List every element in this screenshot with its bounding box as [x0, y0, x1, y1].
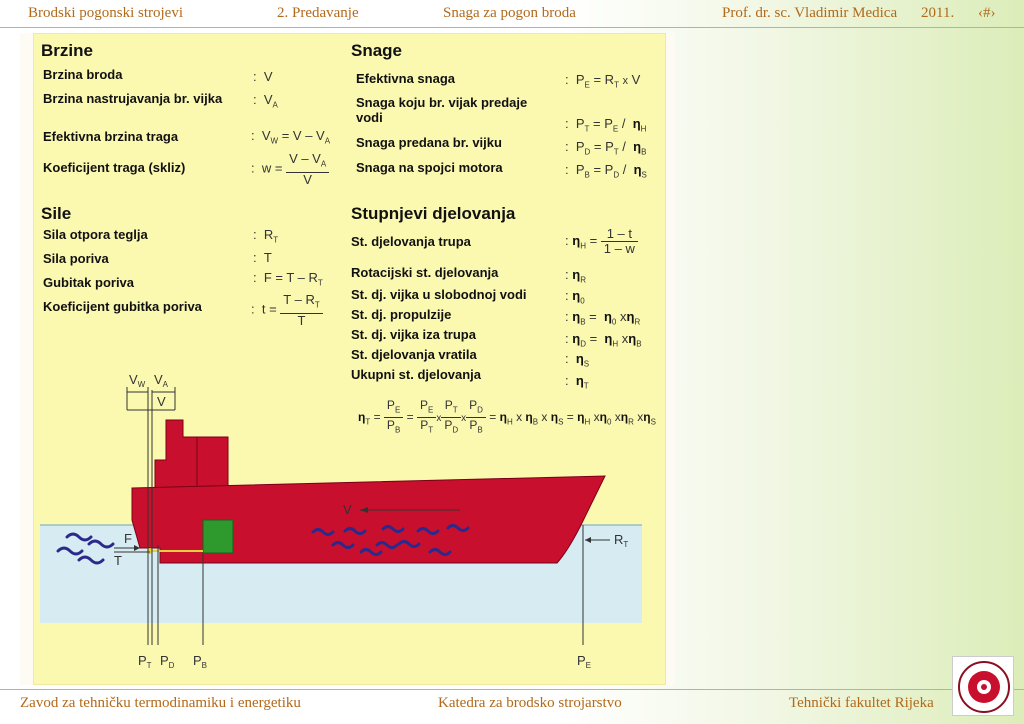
label-st-ukupni: Ukupni st. djelovanja: [351, 367, 482, 382]
label-snaga-spojca: Snaga na spojci motora: [356, 160, 503, 175]
symbol-va-sub: A: [272, 100, 278, 110]
symbol-pt: P: [575, 116, 585, 131]
superstructure: [155, 420, 197, 488]
symbol-vw-sub: W: [270, 136, 279, 146]
label-t: T: [114, 553, 122, 568]
f-expression: F = T – R: [263, 270, 318, 285]
header-author: Prof. dr. sc. Vladimir Medica: [722, 5, 898, 21]
slide-footer: [0, 692, 1024, 720]
label-f: F: [124, 531, 132, 546]
symbol-w: w =: [261, 160, 283, 176]
symbol-rt-sub: T: [273, 235, 279, 245]
formula-w: : w = $\frac{V - V_A}{V}$: [251, 152, 329, 187]
label-pb: $P_B$: [193, 653, 208, 670]
formula-pt: : $P_T = P_E / \eta_H$: [565, 116, 647, 134]
formula-v: : V: [253, 69, 273, 84]
label-snaga-vijak-vodi: Snaga koju br. vijak predaje vodi: [356, 95, 528, 125]
formula-pe: : $P_E = R_T$ x V: [565, 72, 641, 90]
header-page-number: ‹#›: [978, 5, 996, 21]
t-numerator-sub: T: [314, 300, 320, 310]
w-denominator: V: [303, 171, 312, 187]
label-st-rotacijski: Rotacijski st. djelovanja: [351, 265, 499, 280]
label-va: $V_A$: [154, 372, 169, 389]
formula-eta-h: : $\eta_H$ = $\frac{1 - t}{1 - w}$: [565, 227, 638, 256]
formula-va: : $V_A$: [253, 92, 278, 110]
label-pt: $P_T$: [138, 653, 152, 670]
section-title-snage: Snage: [351, 41, 403, 60]
label-koeficijent-gubitka: Koeficijent gubitka poriva: [43, 299, 202, 314]
engine-block: [203, 520, 233, 553]
formula-pd: : $P_D = P_T / \eta_B$: [565, 139, 647, 157]
label-rt: $R_T$: [614, 532, 629, 549]
section-title-sile: Sile: [41, 204, 72, 223]
formula-eta-b: : $\eta_B = \eta_0$ $x\eta_R$: [565, 309, 641, 327]
label-gubitak-poriva: Gubitak poriva: [43, 275, 135, 290]
footer-faculty: Tehnički fakultet Rijeka: [789, 695, 934, 711]
symbol-t: T: [263, 250, 272, 265]
symbol-rt: R: [263, 227, 274, 242]
t-numerator: T – R: [283, 292, 315, 307]
formula-t-coef: : t = $\frac{T - R_T}{T}$: [251, 293, 323, 328]
formula-f: : $F = T - R_T$: [253, 270, 323, 288]
header-lecture: 2. Predavanje: [277, 5, 359, 21]
symbol-vw: V: [261, 128, 271, 143]
label-st-vratila: St. djelovanja vratila: [351, 347, 477, 362]
f-expression-sub: T: [317, 278, 323, 288]
footer-institute: Zavod za tehničku termodinamiku i energetiku: [20, 695, 301, 711]
label-st-iza-trupa: St. dj. vijka iza trupa: [351, 327, 476, 342]
formula-t: : T: [253, 250, 272, 265]
label-snaga-predana-vijku: Snaga predana br. vijku: [356, 135, 502, 150]
header-course: Brodski pogonski strojevi: [28, 5, 184, 21]
symbol-v: V: [263, 69, 273, 84]
t-denominator: T: [297, 312, 306, 328]
label-brzina-broda: Brzina broda: [43, 67, 123, 82]
symbol-t-coef: t =: [261, 301, 277, 317]
formula-eta-0: : $\eta_0$: [565, 288, 585, 306]
section-title-stupnjevi: Stupnjevi djelovanja: [351, 204, 516, 223]
formula-eta-r: : $\eta_R$: [565, 267, 586, 285]
label-st-slobodna-voda: St. dj. vijka u slobodnoj vodi: [351, 287, 527, 302]
label-pe: $P_E$: [577, 653, 592, 670]
label-st-trupa: St. djelovanja trupa: [351, 234, 471, 249]
label-pd: $P_D$: [160, 653, 175, 670]
eta-h-denominator: 1 – w: [603, 241, 635, 256]
label-v-top: V: [157, 394, 166, 409]
symbol-pd: P: [575, 139, 585, 154]
header-year: 2011.: [921, 5, 955, 21]
vw-rhs: = V – V: [281, 128, 325, 143]
label-efektivna-brzina-traga: Efektivna brzina traga: [43, 129, 179, 144]
label-v-hull: V: [343, 502, 352, 517]
formula-vw: : $V_W = V - V_A$: [251, 128, 331, 146]
section-title-brzine: Brzine: [41, 41, 93, 60]
symbol-pe: P: [575, 72, 585, 87]
label-efektivna-snaga: Efektivna snaga: [356, 71, 455, 86]
label-vw: $V_W$: [129, 372, 146, 389]
label-koeficijent-traga: Koeficijent traga (skliz): [43, 160, 186, 175]
label-st-propulzije: St. dj. propulzije: [351, 307, 452, 322]
symbol-va: V: [263, 92, 273, 107]
bridge-house: [197, 437, 228, 488]
label-brzina-nastrujavanja: Brzina nastrujavanja br. vijka: [43, 91, 223, 106]
formula-pb: : $P_B = P_D / \eta_S$: [565, 162, 647, 180]
symbol-pb: P: [575, 162, 585, 177]
formula-overall-efficiency: $\eta_T$ = $\frac{P_E}{P_B}$ = $\frac{P_E}{P_T}$ x $\frac{P_T}{P_D}$ x $\frac{P_D}{P_B}$ = $\eta_H$ x $\eta_B$ x $\eta_S = \eta_H$ $x\eta_0$ $x\eta_R$ $x\eta_S$: [358, 398, 656, 435]
formula-rt: : $R_T$: [253, 227, 279, 245]
label-sila-otpora: Sila otpora teglja: [43, 227, 148, 242]
header-topic: Snaga za pogon broda: [443, 5, 576, 21]
vw-rhs-sub: A: [324, 136, 331, 146]
formula-eta-t: : $\eta_T$: [565, 373, 589, 391]
eta-h-numerator: 1 – t: [601, 227, 638, 242]
w-numerator-sub: A: [320, 159, 327, 169]
formula-eta-s: : $\eta_S$: [565, 351, 590, 369]
formula-eta-d: : $\eta_D = \eta_H$ $x\eta_B$: [565, 331, 642, 349]
w-numerator: V – V: [289, 151, 321, 166]
footer-department: Katedra za brodsko strojarstvo: [438, 695, 622, 711]
label-sila-poriva: Sila poriva: [43, 251, 109, 266]
